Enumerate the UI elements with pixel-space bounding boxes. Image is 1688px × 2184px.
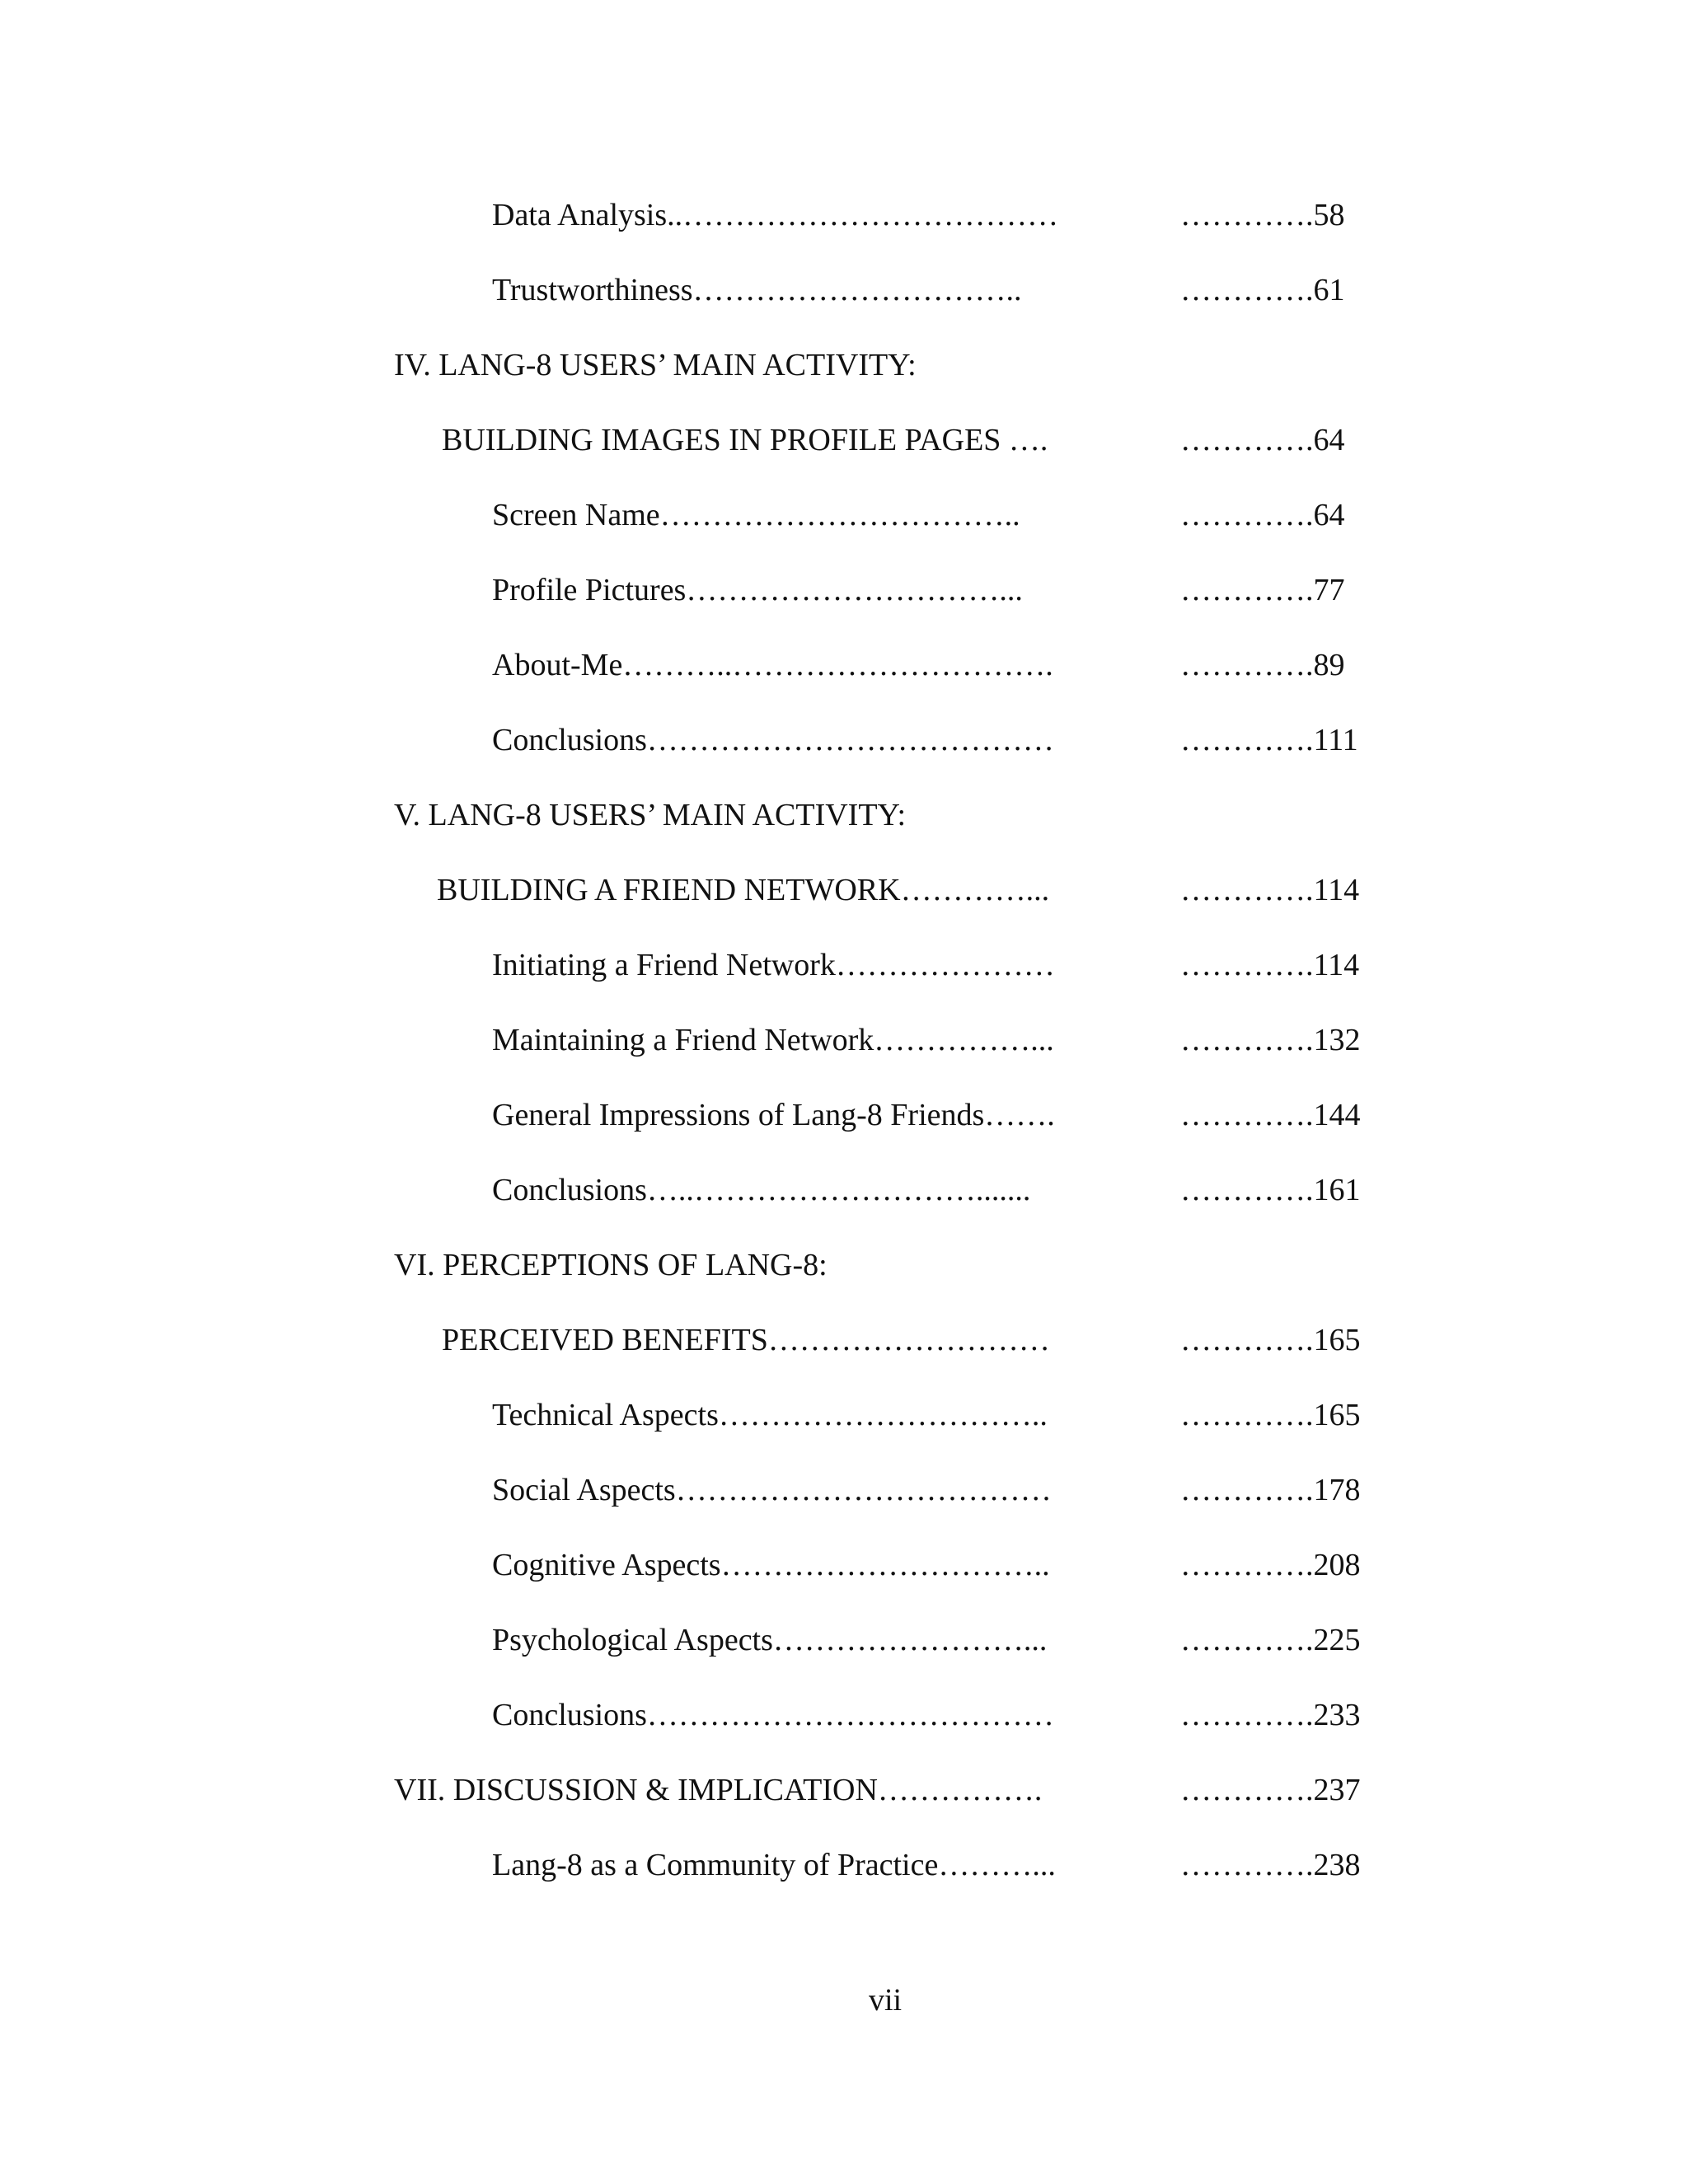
toc-entry-maintaining-friend-network — [0, 1011, 1688, 1069]
toc-entry-title: Conclusions…..………………………....... — [492, 1173, 1031, 1207]
toc-entry-community-of-practice — [0, 1836, 1688, 1894]
toc-entry-page: ………….161 — [1180, 1173, 1361, 1207]
toc-entry-conclusions-v — [0, 1161, 1688, 1219]
toc-entry-page: ………….225 — [1180, 1623, 1361, 1657]
toc-entry-page: ………….238 — [1180, 1848, 1361, 1882]
toc-entry-page: ………….64 — [1180, 423, 1345, 457]
toc-entry-page: ………….114 — [1180, 873, 1360, 907]
toc-chapter-title: V. LANG-8 USERS’ MAIN ACTIVITY: — [394, 798, 907, 832]
toc-entry-data-analysis — [0, 186, 1688, 244]
toc-entry-page: ………….237 — [1180, 1773, 1361, 1807]
toc-entry-title: Conclusions………………………………… — [492, 723, 1054, 757]
toc-entry-title: BUILDING A FRIEND NETWORK…………... — [437, 873, 1050, 907]
toc-entry-page: ………….111 — [1180, 723, 1358, 757]
toc-entry-page: ………….64 — [1180, 498, 1345, 532]
toc-entry-page: ………….58 — [1180, 198, 1345, 232]
toc-entry-screen-name — [0, 486, 1688, 544]
toc-entry-title: Social Aspects……………………………… — [492, 1473, 1052, 1507]
toc-entry-title: Cognitive Aspects………………………….. — [492, 1548, 1050, 1582]
toc-chapter-v-subtitle — [0, 861, 1688, 919]
toc-entry-page: ………….132 — [1180, 1023, 1361, 1057]
toc-entry-cognitive-aspects — [0, 1536, 1688, 1594]
toc-chapter-vi-heading — [0, 1236, 1688, 1294]
toc-entry-conclusions-vi — [0, 1686, 1688, 1744]
toc-entry-page: ………….165 — [1180, 1398, 1361, 1432]
toc-entry-title: General Impressions of Lang-8 Friends……. — [492, 1098, 1055, 1132]
toc-entry-initiating-friend-network — [0, 936, 1688, 994]
toc-chapter-iv-heading — [0, 336, 1688, 394]
toc-entry-title: About-Me………..…………………………. — [492, 648, 1053, 682]
toc-entry-page: ………….165 — [1180, 1323, 1361, 1357]
toc-entry-title: Screen Name…………………………….. — [492, 498, 1020, 532]
toc-entry-page: ………….233 — [1180, 1698, 1361, 1732]
toc-entry-page: ………….144 — [1180, 1098, 1361, 1132]
toc-entry-title: Initiating a Friend Network………………… — [492, 948, 1055, 982]
toc-entry-title: Lang-8 as a Community of Practice………... — [492, 1848, 1056, 1882]
toc-chapter-v-heading — [0, 786, 1688, 844]
toc-entry-title: Trustworthiness………………………….. — [492, 273, 1022, 307]
toc-entry-title: Maintaining a Friend Network……………... — [492, 1023, 1054, 1057]
toc-entry-conclusions-iv — [0, 711, 1688, 769]
toc-entry-page: ………….114 — [1180, 948, 1360, 982]
toc-chapter-vii-heading — [0, 1761, 1688, 1819]
toc-entry-page: ………….208 — [1180, 1548, 1361, 1582]
toc-entry-trustworthiness — [0, 261, 1688, 319]
toc-entry-page: ………….61 — [1180, 273, 1345, 307]
toc-chapter-title: VII. DISCUSSION & IMPLICATION……………. — [394, 1773, 1043, 1807]
page-number: vii — [868, 1983, 903, 2018]
toc-entry-page: ………….89 — [1180, 648, 1345, 682]
toc-entry-about-me — [0, 636, 1688, 694]
toc-entry-title: Profile Pictures…………………………... — [492, 573, 1023, 607]
toc-entry-technical-aspects — [0, 1386, 1688, 1444]
toc-entry-title: BUILDING IMAGES IN PROFILE PAGES …. — [442, 423, 1048, 457]
toc-chapter-title: VI. PERCEPTIONS OF LANG-8: — [394, 1248, 828, 1282]
toc-entry-general-impressions — [0, 1086, 1688, 1144]
toc-chapter-iv-subtitle — [0, 411, 1688, 469]
toc-entry-title: Conclusions………………………………… — [492, 1698, 1054, 1732]
toc-entry-title: Psychological Aspects……………………... — [492, 1623, 1048, 1657]
toc-entry-title: Technical Aspects………………………….. — [492, 1398, 1048, 1432]
toc-entry-social-aspects — [0, 1461, 1688, 1519]
toc-entry-page: ………….178 — [1180, 1473, 1361, 1507]
toc-entry-title: Data Analysis..……………………………… — [492, 198, 1059, 232]
toc-chapter-title: IV. LANG-8 USERS’ MAIN ACTIVITY: — [394, 348, 917, 382]
toc-entry-page: ………….77 — [1180, 573, 1345, 607]
toc-entry-psychological-aspects — [0, 1611, 1688, 1669]
toc-chapter-vi-subtitle — [0, 1311, 1688, 1369]
toc-entry-profile-pictures — [0, 561, 1688, 619]
toc-entry-title: PERCEIVED BENEFITS……………………… — [442, 1323, 1050, 1357]
